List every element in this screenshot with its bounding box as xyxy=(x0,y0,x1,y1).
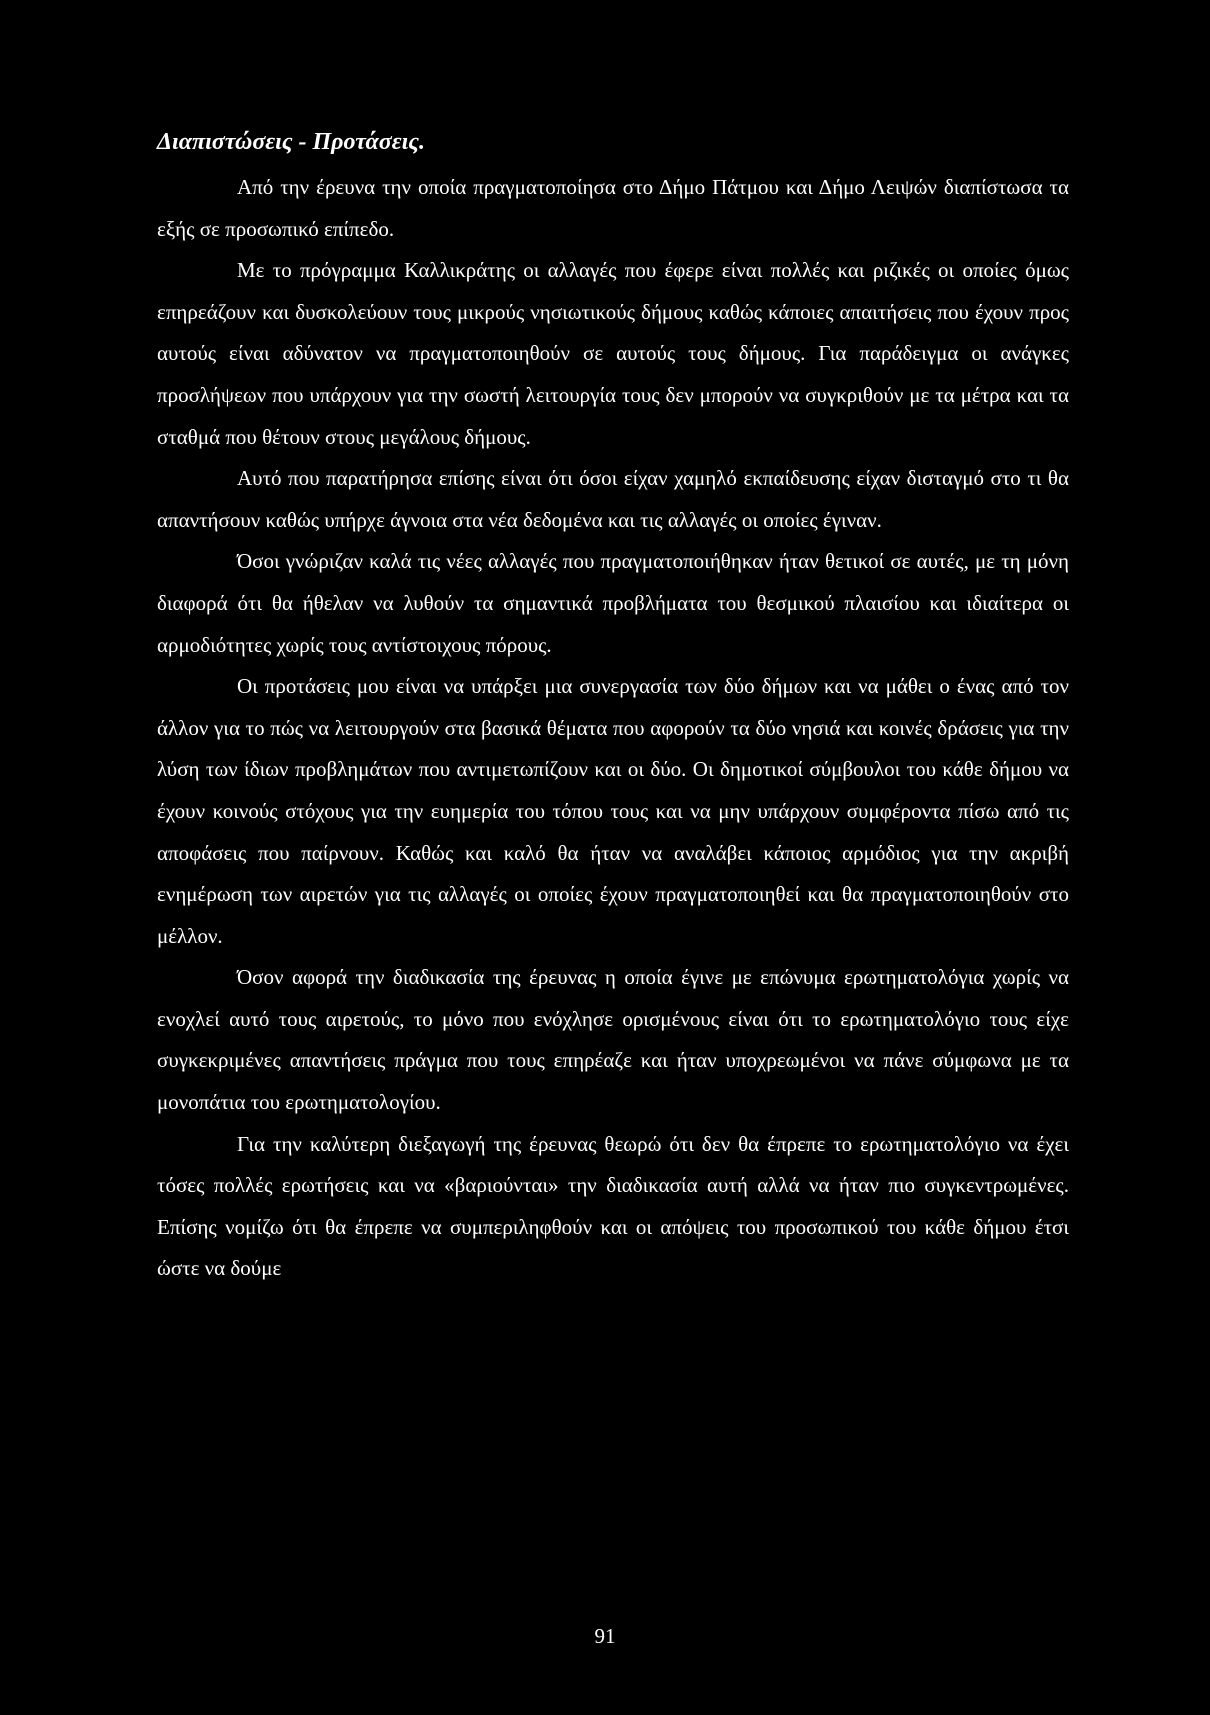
paragraph: Αυτό που παρατήρησα επίσης είναι ότι όσοι είχαν χαμηλό εκπαίδευσης είχαν δισταγμό στο τι θα απαντήσουν καθώς υπήρχε άγνοια στα νέα δεδομένα και τις αλλαγές οι οποίες έγιναν. xyxy=(157,466,1069,532)
paragraph: Όσοι γνώριζαν καλά τις νέες αλλαγές που πραγματοποιήθηκαν ήταν θετικοί σε αυτές, με τη μόνη διαφορά ότι θα ήθελαν να λυθούν τα σημαντικά προβλήματα του θεσμικού πλαισίου και ιδιαίτερα οι αρμοδιότητες χωρίς τους αντίστοιχους πόρους. xyxy=(157,549,1069,657)
paragraph: Με το πρόγραμμα Καλλικράτης οι αλλαγές που έφερε είναι πολλές και ριζικές οι οποίες όμως επηρεάζουν και δυσκολεύουν τους μικρούς νησιωτικούς δήμους καθώς κάποιες απαιτήσεις που έχουν προς αυτούς είναι αδύνατον να πραγματοποιηθούν σε αυτούς τους δήμους. Για παράδειγμα οι ανάγκες προσλήψεων που υπάρχουν για την σωστή λειτουργία τους δεν μπορούν να συγκριθούν με τα μέτρα και τα σταθμά που θέτουν στους μεγάλους δήμους. xyxy=(157,258,1069,449)
paragraph: Για την καλύτερη διεξαγωγή της έρευνας θεωρώ ότι δεν θα έπρεπε το ερωτηματολόγιο να έχει τόσες πολλές ερωτήσεις και να «βαριούνται» την διαδικασία αυτή αλλά να ήταν πιο συγκεντρωμένες. Επίσης νομίζω ότι θα έπρεπε να συμπεριληφθούν και οι απόψεις του προσωπικού του κάθε δήμου έτσι ώστε να δούμε xyxy=(157,1131,1069,1281)
paragraph: Από την έρευνα την οποία πραγματοποίησα στο Δήμο Πάτμου και Δήμο Λειψών διαπίστωσα τα εξής σε προσωπικό επίπεδο. xyxy=(157,175,1069,241)
paragraph: Οι προτάσεις μου είναι να υπάρξει μια συνεργασία των δύο δήμων και να μάθει ο ένας από τον άλλον για το πώς να λειτουργούν στα βασικά θέματα που αφορούν τα δύο νησιά και κοινές δράσεις για την λύση των ίδιων προβλημάτων που αντιμετωπίζουν και οι δύο. Οι δημοτικοί σύμβουλοι του κάθε δήμου να έχουν κοινούς στόχους για την ευημερία του τόπου τους και να μην υπάρχουν συμφέροντα πίσω από τις αποφάσεις που παίρνουν. Καθώς και καλό θα ήταν να αναλάβει κάποιος αρμόδιος για την ακριβή ενημέρωση των αιρετών για τις αλλαγές οι οποίες έχουν πραγματοποιηθεί και θα πραγματοποιηθούν στο μέλλον. xyxy=(157,674,1069,948)
section-heading: Διαπιστώσεις - Προτάσεις. xyxy=(157,129,425,155)
paragraph: Όσον αφορά την διαδικασία της έρευνας η οποία έγινε με επώνυμα ερωτηματολόγια χωρίς να ενοχλεί αυτό τους αιρετούς, το μόνο που ενόχλησε ορισμένους είναι ότι το ερωτηματολόγιο τους είχε συγκεκριμένες απαντήσεις πράγμα που τους επηρέαζε και ήταν υποχρεωμένοι να πάνε σύμφωνα με τα μονοπάτια του ερωτηματολογίου. xyxy=(157,965,1069,1115)
body-text xyxy=(157,167,1069,1290)
page-number: 91 xyxy=(594,1624,616,1648)
